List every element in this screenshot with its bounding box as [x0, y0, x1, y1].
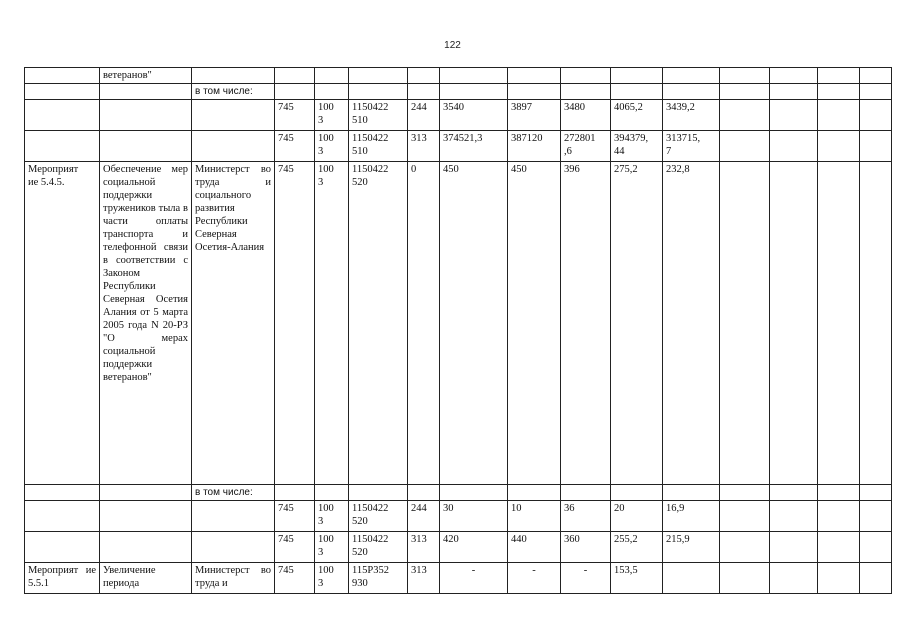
table-cell: [440, 68, 508, 84]
table-cell: в том числе:: [192, 84, 275, 100]
table-cell: Увеличение периода: [100, 563, 192, 594]
table-cell: 232,8: [663, 162, 720, 485]
table-cell: [720, 563, 770, 594]
table-cell: [818, 131, 860, 162]
table-cell: 20: [611, 501, 663, 532]
table-cell: 313: [408, 532, 440, 563]
table-cell: [770, 532, 818, 563]
table-cell: [25, 131, 100, 162]
table-cell: 275,2: [611, 162, 663, 485]
table-cell: 313: [408, 563, 440, 594]
table-cell: 16,9: [663, 501, 720, 532]
table-cell: в том числе:: [192, 485, 275, 501]
table-cell: 215,9: [663, 532, 720, 563]
table-cell: [663, 84, 720, 100]
table-cell: ветеранов": [100, 68, 192, 84]
table-cell: [818, 501, 860, 532]
table-cell: 1150422 520: [349, 532, 408, 563]
table-cell: 394379, 44: [611, 131, 663, 162]
table-cell: 30: [440, 501, 508, 532]
table-row: [25, 532, 892, 563]
table-cell: [192, 532, 275, 563]
table-cell: [192, 68, 275, 84]
table-cell: 1150422 510: [349, 131, 408, 162]
table-cell: Министерст во труда и: [192, 563, 275, 594]
table-cell: 272801 ,6: [561, 131, 611, 162]
table-cell: 745: [275, 532, 315, 563]
table-cell: [770, 84, 818, 100]
table-cell: [770, 485, 818, 501]
table-cell: [25, 68, 100, 84]
table-cell: 100 3: [315, 501, 349, 532]
table-cell: [25, 501, 100, 532]
budget-table: [24, 67, 892, 594]
table-cell: [192, 131, 275, 162]
table-cell: [611, 485, 663, 501]
table-cell: [860, 131, 892, 162]
table-cell: 3439,2: [663, 100, 720, 131]
table-cell: [720, 485, 770, 501]
table-cell: [508, 68, 561, 84]
table-cell: [860, 84, 892, 100]
table-cell: [770, 100, 818, 131]
table-cell: [720, 84, 770, 100]
table-cell: [440, 84, 508, 100]
table-cell: 36: [561, 501, 611, 532]
table-cell: [770, 501, 818, 532]
table-cell: 3480: [561, 100, 611, 131]
table-cell: 100 3: [315, 100, 349, 131]
table-cell: 360: [561, 532, 611, 563]
table-cell: [100, 501, 192, 532]
table-cell: [408, 485, 440, 501]
table-cell: 745: [275, 501, 315, 532]
table-cell: [663, 563, 720, 594]
table-cell: [818, 563, 860, 594]
table-cell: [349, 485, 408, 501]
table-cell: [561, 84, 611, 100]
table-cell: 100 3: [315, 162, 349, 485]
table-cell: [860, 162, 892, 485]
table-cell: Министерст во труда и социального развития Республики Северная Осетия-Алания: [192, 162, 275, 485]
table-cell: [275, 68, 315, 84]
table-cell: [408, 84, 440, 100]
table-cell: 440: [508, 532, 561, 563]
table-cell: -: [508, 563, 561, 594]
table-cell: 255,2: [611, 532, 663, 563]
table-cell: Мероприят ие 5.4.5.: [25, 162, 100, 485]
table-cell: Мероприят ие 5.5.1: [25, 563, 100, 594]
table-cell: [25, 84, 100, 100]
table-cell: [818, 485, 860, 501]
table-cell: [315, 68, 349, 84]
table-row: [25, 501, 892, 532]
table-cell: -: [440, 563, 508, 594]
table-cell: [860, 532, 892, 563]
table-row: [25, 100, 892, 131]
table-cell: 1150422 520: [349, 162, 408, 485]
table-row: [25, 131, 892, 162]
table-cell: [275, 485, 315, 501]
table-cell: [25, 100, 100, 131]
table-cell: [611, 68, 663, 84]
table-cell: [818, 84, 860, 100]
table-cell: 115Р352 930: [349, 563, 408, 594]
table-cell: [100, 532, 192, 563]
table-cell: 420: [440, 532, 508, 563]
table-cell: [720, 68, 770, 84]
table-cell: 100 3: [315, 131, 349, 162]
table-cell: -: [561, 563, 611, 594]
table-cell: [720, 501, 770, 532]
table-cell: [860, 563, 892, 594]
table-cell: [100, 485, 192, 501]
table-cell: [561, 485, 611, 501]
table-cell: [25, 532, 100, 563]
table-cell: [561, 68, 611, 84]
table-cell: [770, 563, 818, 594]
table-cell: [192, 501, 275, 532]
table-cell: [192, 100, 275, 131]
table-cell: [275, 84, 315, 100]
table-cell: [818, 532, 860, 563]
table-row: [25, 162, 892, 485]
table-cell: 153,5: [611, 563, 663, 594]
table-cell: [720, 131, 770, 162]
table-cell: 450: [508, 162, 561, 485]
table-row: [25, 485, 892, 501]
table-cell: [315, 485, 349, 501]
table-cell: [860, 100, 892, 131]
table-cell: 244: [408, 501, 440, 532]
table-cell: [349, 68, 408, 84]
table-cell: 450: [440, 162, 508, 485]
table-cell: [315, 84, 349, 100]
table-cell: 745: [275, 563, 315, 594]
table-cell: [25, 485, 100, 501]
table-cell: [818, 68, 860, 84]
table-cell: 745: [275, 162, 315, 485]
table-cell: [349, 84, 408, 100]
table-cell: 387120: [508, 131, 561, 162]
table-cell: [860, 501, 892, 532]
table-cell: [860, 68, 892, 84]
page-number: 122: [444, 40, 461, 51]
table-cell: [860, 485, 892, 501]
table-cell: 1150422 520: [349, 501, 408, 532]
table-cell: [720, 100, 770, 131]
table-cell: Обеспечение мер социальной поддержки тружеников тыла в части оплаты транспорта и телефонной связи в соответствии с Законом Республики Северная Осетия Алания от 5 марта 2005 года N 20-РЗ "О мерах социальной поддержки ветеранов": [100, 162, 192, 485]
table-cell: [770, 162, 818, 485]
table-row: [25, 563, 892, 594]
table-cell: 396: [561, 162, 611, 485]
table-cell: [508, 485, 561, 501]
table-cell: 4065,2: [611, 100, 663, 131]
table-cell: [100, 131, 192, 162]
table-cell: [770, 68, 818, 84]
table-cell: [100, 84, 192, 100]
table-cell: [663, 485, 720, 501]
table-cell: [720, 162, 770, 485]
table-cell: [408, 68, 440, 84]
table-row: [25, 68, 892, 84]
table-cell: 313715, 7: [663, 131, 720, 162]
table-cell: 374521,3: [440, 131, 508, 162]
table-cell: [663, 68, 720, 84]
table-cell: [818, 162, 860, 485]
table-cell: 745: [275, 131, 315, 162]
table-cell: 244: [408, 100, 440, 131]
table-cell: 3897: [508, 100, 561, 131]
table-cell: 1150422 510: [349, 100, 408, 131]
table-cell: [508, 84, 561, 100]
table-cell: [720, 532, 770, 563]
table-cell: 10: [508, 501, 561, 532]
table-cell: 745: [275, 100, 315, 131]
table-cell: 100 3: [315, 563, 349, 594]
table-cell: 100 3: [315, 532, 349, 563]
table-cell: 3540: [440, 100, 508, 131]
table-cell: [818, 100, 860, 131]
table-row: [25, 84, 892, 100]
table-cell: [440, 485, 508, 501]
table-cell: [100, 100, 192, 131]
table-cell: [611, 84, 663, 100]
table-cell: [770, 131, 818, 162]
table-cell: 0: [408, 162, 440, 485]
table-cell: 313: [408, 131, 440, 162]
